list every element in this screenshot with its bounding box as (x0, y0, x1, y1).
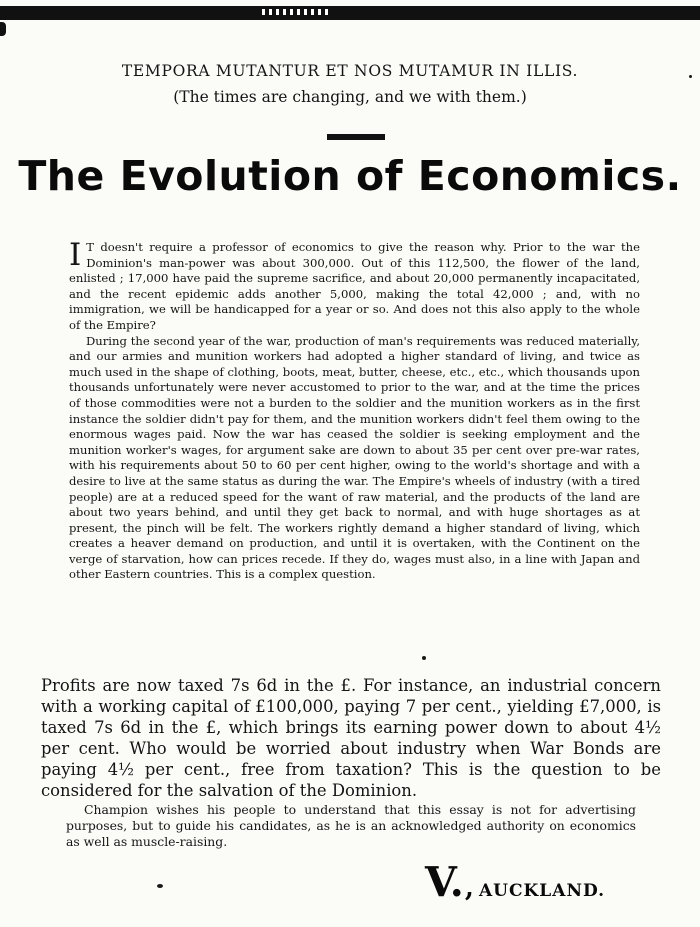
top-border-rule (0, 6, 700, 20)
signature-initial: V. (425, 858, 464, 906)
signature-line (425, 858, 605, 906)
latin-motto: TEMPORA MUTANTUR ET NOS MUTAMUR IN ILLIS. (121, 62, 579, 80)
page-title: The Evolution of Economics. (18, 152, 682, 200)
ink-speck (157, 884, 163, 888)
note-paragraph: Champion wishes his people to understand that this essay is not for advertising purposes, but to guide his candidates, as he is an acknowledged authority on economics as well as muscle-raising. (66, 802, 636, 849)
title-divider (327, 134, 385, 140)
article-paragraph-1 (69, 237, 640, 334)
ink-speck (689, 75, 692, 78)
ink-speck (422, 656, 426, 660)
champion-note (66, 802, 636, 850)
border-print-noise (262, 9, 332, 15)
drop-cap: I (69, 237, 82, 273)
article-body (69, 237, 640, 583)
margin-ink-mark (0, 22, 6, 36)
paragraph-1-text: T doesn't require a professor of economics to give the reason why. Prior to the war the Dominion's man-power was about 300,000. Out of this 112,500, the flower of the land, enlisted ; 17,000 have paid the supreme sacrifice, and about 20,000 permanently incapacitated, and the recent epidemic adds another 5,000, making the total 42,000 ; and, with no immigration, we will be handicapped for a year or so. And does not this also apply to the whole of the Empire? (69, 240, 640, 332)
signature-city: AUCKLAND. (478, 881, 606, 901)
article-paragraph-2: During the second year of the war, production of man's requirements was reduced materially, and our armies and munition workers had adopted a higher standard of living, and twice as much used in the shape of clothing, boots, meat, butter, cheese, etc., etc., which thousands upon thousands unfortunately were never accustomed to prior to the war, and at the time the prices of those commodities were not a burden to the soldier and the munition workers as in the first instance the soldier didn't pay for them, and the munition workers didn't feel them owing to the enormous wages paid. Now the war has ceased the soldier is seeking employment and the munition worker's wages, for argument sake are down to about 35 per cent over pre-war rates, with his requirements about 50 to 60 per cent higher, owing to the world's shortage and with a desire to live at the same status as during the war. The Empire's wheels of industry (with a tired people) are at a reduced speed for the want of raw material, and the products of the land are about two years behind, and until they get back to normal, and with huge shortages as at present, the pinch will be felt. The workers rightly demand a higher standard of living, which creates a heaver demand on production, and until it is overtaken, with the Continent on the verge of starvation, how can prices recede. If they do, wages must also, in a line with Japan and other Eastern countries. This is a complex question. (69, 333, 640, 582)
signature-comma: , (464, 873, 474, 903)
profits-paragraph: Profits are now taxed 7s 6d in the £. For instance, an industrial concern with a working capital of £100,000, paying 7 per cent., yielding £7,000, is taxed 7s 6d in the £, which brings its earning power down to about 4½ per cent. Who would be worried about industry when War Bonds are paying 4½ per cent., free from taxation? This is the question to be considered for the salvation of the Dominion. (41, 676, 661, 800)
motto-translation: (The times are changing, and we with them.) (173, 88, 527, 106)
profits-section (41, 675, 661, 801)
